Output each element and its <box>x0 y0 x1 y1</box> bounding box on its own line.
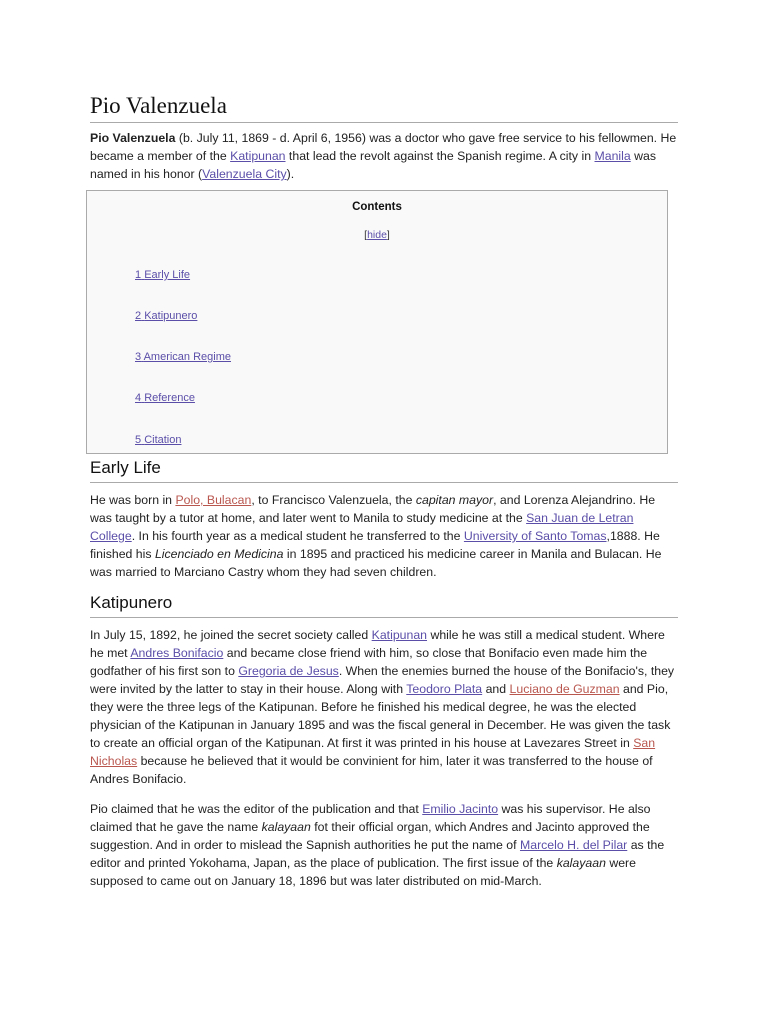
body-text: because he believed that it would be convinient for him, later it was transferred to the house of Andres Bonifacio. <box>90 754 653 786</box>
body-text: were supposed to came out on January 18, 1896 but was later distributed on mid-March. <box>90 856 636 888</box>
link-san-juan-de-letran[interactable]: San Juan de Letran College <box>90 511 634 543</box>
toc-item-early-life[interactable] <box>135 269 190 281</box>
body-text: Pio claimed that he was the editor of the publication and that <box>90 802 423 816</box>
link-teodoro-plata[interactable]: Teodoro Plata <box>406 682 483 696</box>
toc-hide-link[interactable]: hide <box>367 229 387 241</box>
body-text: fot their official organ, which Andres and Jacinto approved the suggestion. And in order to mislead the Sapnish authorities he put the name of <box>90 820 650 852</box>
link-katipunan[interactable]: Katipunan <box>371 628 428 642</box>
italic-text: kalayaan <box>261 820 311 834</box>
toc-title: Contents <box>352 201 402 213</box>
intro-text: was named in his honor ( <box>90 149 657 181</box>
body-text: , to Francisco Valenzuela, the <box>251 493 416 507</box>
toc-item-label: Citation <box>144 434 182 446</box>
katipunero-paragraph-1 <box>90 626 678 788</box>
body-text: . When the enemies burned the house of the Bonifacio's, they were invited by the latter to stay in their house. Along with <box>90 664 675 696</box>
toc-item-label: American Regime <box>143 351 231 363</box>
toc-item-label: Early Life <box>144 269 191 281</box>
italic-text: Licenciado en Medicina <box>154 547 284 561</box>
link-andres-bonifacio[interactable]: Andres Bonifacio <box>130 646 224 660</box>
body-text: and became close friend with him, so close that Bonifacio even made him the godfather of his first son to <box>90 646 648 678</box>
toc-item-label: Reference <box>144 392 195 404</box>
toc-toggle <box>87 229 667 241</box>
link-manila[interactable]: Manila <box>594 149 631 163</box>
intro-text: (b. July 11, 1869 - d. April 6, 1956) was a doctor who gave free service to his fellowmen. He became a member of the <box>90 131 677 163</box>
italic-text: kalayaan <box>556 856 606 870</box>
body-text: and <box>482 682 510 696</box>
intro-bold-name: Pio Valenzuela <box>90 131 176 145</box>
body-text: . In his fourth year as a medical student he transferred to the <box>131 529 464 543</box>
toc-bracket: [ <box>364 229 368 241</box>
table-of-contents <box>86 190 668 454</box>
toc-item-number: 3 <box>135 351 142 363</box>
link-san-nicholas[interactable]: San Nicholas <box>90 736 656 768</box>
body-text: was his supervisor. He also claimed that he gave the name <box>90 802 651 834</box>
toc-item-number: 1 <box>135 269 142 281</box>
katipunero-paragraph-2 <box>90 800 678 890</box>
body-text: In July 15, 1892, he joined the secret society called <box>90 628 372 642</box>
link-university-of-santo-tomas[interactable]: University of Santo Tomas <box>463 529 607 543</box>
link-luciano-de-guzman[interactable]: Luciano de Guzman <box>509 682 620 696</box>
link-polo-bulacan[interactable]: Polo, Bulacan <box>175 493 252 507</box>
toc-item-katipunero[interactable] <box>135 310 197 322</box>
body-text: ,1888. He finished his <box>90 529 660 561</box>
body-text: as the editor and printed Yokohama, Japan, as the place of publication. The first issue of the <box>90 838 665 870</box>
intro-text: that lead the revolt against the Spanish regime. A city in <box>285 149 595 163</box>
body-text: while he was still a medical student. Where he met <box>90 628 665 660</box>
toc-item-label: Katipunero <box>144 310 198 322</box>
toc-item-reference[interactable] <box>135 392 195 404</box>
body-text: , and Lorenza Alejandrino. He was taught by a tutor at home, and later went to Manila to study medicine at the <box>90 493 656 525</box>
link-gregoria-de-jesus[interactable]: Gregoria de Jesus <box>238 664 339 678</box>
link-valenzuela-city[interactable]: Valenzuela City <box>202 167 287 181</box>
toc-item-number: 5 <box>135 434 142 446</box>
toc-item-number: 4 <box>135 392 142 404</box>
toc-bracket: ] <box>386 229 390 241</box>
intro-text: ). <box>286 167 295 181</box>
toc-item-number: 2 <box>135 310 142 322</box>
early-life-paragraph <box>90 491 678 581</box>
link-marcelo-h-del-pilar[interactable]: Marcelo H. del Pilar <box>519 838 628 852</box>
italic-text: capitan mayor <box>415 493 494 507</box>
link-katipunan[interactable]: Katipunan <box>230 149 286 163</box>
toc-item-american-regime[interactable] <box>135 351 231 363</box>
body-text: and Pio, they were the three legs of the Katipunan. Before he finished his medical degree, he was the elected physician of the Katipunan in January 1895 and was the fiscal general in December. He was given the task to create an official organ of the Katipunan. At first it was printed in his house at Lavezares Street in <box>90 682 671 750</box>
body-text: in 1895 and practiced his medicine career in Manila and Bulacan. He was married to Marciano Castry whom they had seven children. <box>90 547 662 579</box>
toc-item-citation[interactable] <box>135 434 181 446</box>
intro-paragraph <box>90 129 678 183</box>
page-title: Pio Valenzuela <box>90 92 678 123</box>
heading-early-life: Early Life <box>90 456 678 483</box>
link-emilio-jacinto[interactable]: Emilio Jacinto <box>422 802 499 816</box>
heading-katipunero: Katipunero <box>90 591 678 618</box>
body-text: He was born in <box>90 493 176 507</box>
